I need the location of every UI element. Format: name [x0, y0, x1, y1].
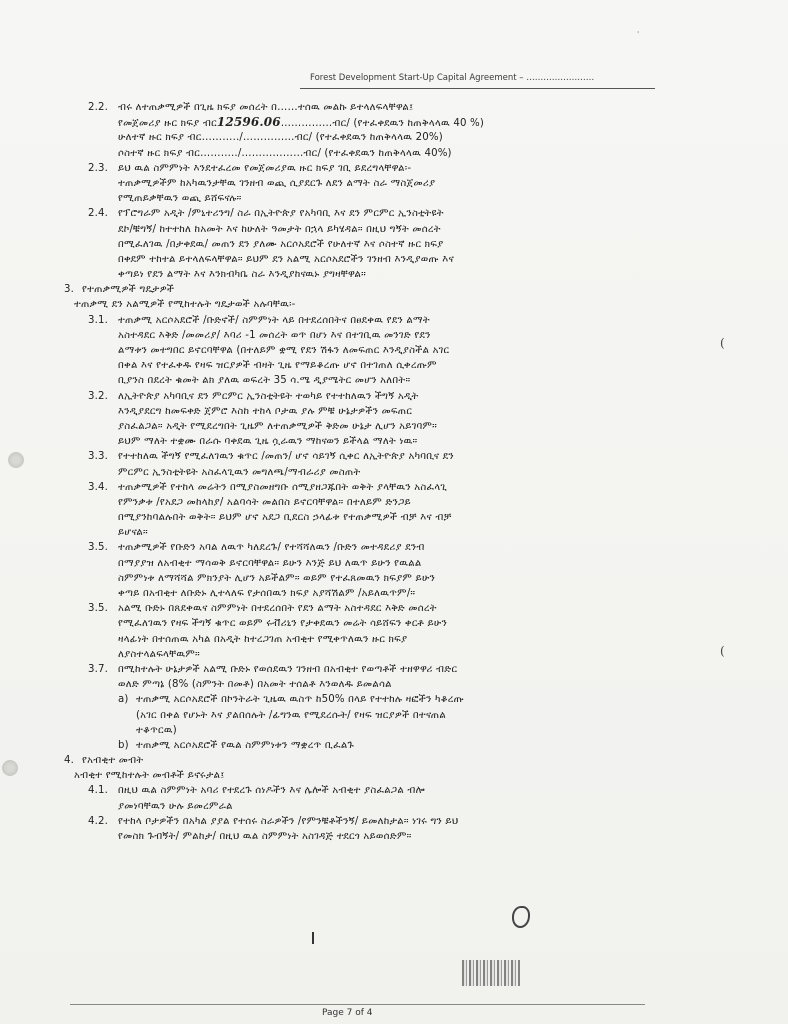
text-line — [64, 252, 664, 267]
text-line — [64, 267, 664, 282]
clause-number: 3.1. — [88, 314, 109, 326]
line-text — [118, 662, 457, 677]
line-text-part: በዚህ ዉል ስምምነት አባሪ የተደረጉ ሰነዶችን እና ሌሎች አብቂተ ያስፈልጋል ብሎ — [118, 785, 425, 797]
clause-number: b) — [118, 739, 129, 751]
text-line — [64, 814, 664, 829]
text-line — [64, 297, 664, 312]
line-text-part: በማያያዝ ለአብቂተ ማሳወቅ ይኖርባቸዋል። ይሁን እንጅ ይህ ለዉጥ ይሁን የዉልል — [118, 557, 422, 569]
clause-number: 3.7. — [88, 663, 109, 675]
text-line — [64, 692, 664, 707]
page-number: Page 7 of 4 — [322, 1008, 373, 1018]
document-body — [64, 100, 664, 844]
line-text-part: አብቂተ የሚከተሉት መብቶች ይኖሩታል፤ — [74, 770, 225, 782]
line-text-part: ይህም ማለት ተቋሙ በራሱ ባቀደዉ ጊዜ ሷራዉን ማከናወን ይችላል ማለት ነዉ። — [118, 436, 418, 448]
line-text — [118, 267, 366, 282]
line-text-part: ስምምነቱ ለማሻሻል ምክንያት ሊሆን አይችልም። ወይም የተፈጸመዉን ክፍያም ይሁን — [118, 572, 436, 584]
line-text — [118, 313, 430, 328]
line-text-part: የሚፈለገዉን የዛፍ ችግኝ ቁጥር ወይም ሩቭሪኒን የታቀደዉን መሬት ሳይሸፍን ቀርቶ ይሁን — [118, 618, 448, 630]
line-text-part: በቀል እና የተፈቀዱ የዛፍ ዝርያዎች ብዛት ጊዜ የማይቆረጡ ሆኖ በተገጠለ ሲቀረጡም — [118, 360, 437, 372]
text-line — [64, 115, 664, 130]
clause-number: 2.2. — [88, 102, 109, 113]
line-text-part: ለኢትዮጵያ አካባቢና ደን ምርምር ኢንስቲትዩት ተወካይ የተተከለዉን ችግኝ አዲት — [118, 390, 419, 402]
line-text-part: ይህ ዉል ስምምነት እንደተፈረመ የመጀመሪያዉ ዙር ክፍያ ገቢ ይደረግላቸዋል፡- — [118, 162, 412, 174]
text-line — [64, 373, 664, 388]
header-rule — [300, 88, 655, 89]
line-text-part: ቀጣይነ የደን ልማት እና እንክብካቤ ስራ እንዲያከናዉኑ ያግዛቸዋል። — [118, 269, 367, 281]
text-line — [64, 130, 664, 145]
clause-number: 4. — [64, 755, 75, 767]
text-line — [64, 601, 664, 616]
line-text — [118, 389, 419, 404]
line-text-part: የተጠቃሚዎች ግዴታዎች — [82, 284, 175, 296]
pen-mark — [312, 932, 314, 944]
margin-mark: ( — [720, 644, 725, 658]
line-text — [118, 176, 435, 191]
line-text-part: ተጠቃሚ አርሶአደሮች በኮንትራት ጊዜዉ ዉስጥ ከ50% በላይ የተተከሉ ዛፎችን ካቆረጡ — [136, 694, 465, 706]
line-text-part: የፕሮግራም አዲት /ምኒተሪንግ/ ስራ በኢትዮጵያ የአካባቢ እና ደን ምርምር ኢንስቲትዩት — [118, 208, 444, 220]
line-text — [118, 237, 443, 252]
line-text — [82, 753, 143, 768]
text-line — [64, 282, 664, 297]
line-text-part: ……………ብር/ (የተፈቀደዉን ከጠቅላላዉ 40 %) — [280, 118, 485, 130]
line-text-part: አስተዳደር እቅድ /መመሪያ/ እባሪ -1 መሰረት ወጥ በሆነ እና በተገቢዉ መንገድ የደን — [118, 329, 431, 341]
line-text — [118, 814, 458, 829]
line-text-part: የሚጠይቃቸዉን ወጪ ይሸፍናሉ። — [118, 193, 242, 205]
text-line — [64, 586, 664, 601]
clause-number: 4.1. — [88, 785, 109, 797]
line-text-part: ምርምር ኢንስቲትዩት አስፈላጊዉን መግለጫ/ማብራሪያ መስጠት — [118, 466, 361, 478]
text-line — [64, 480, 664, 495]
line-text — [118, 571, 435, 586]
line-text — [118, 799, 233, 814]
clause-number: 3.3. — [88, 451, 109, 463]
line-text — [118, 495, 411, 510]
clause-number: 3.5. — [88, 603, 109, 615]
barcode-stamp-icon — [462, 960, 520, 986]
line-text — [136, 723, 177, 738]
line-text-part: በሚፈለገዉ /በታቀደዉ/ መጠን ደን ያለሙ አርሶአደሮች የሁለተኛ እና ሶስተኛ ዙር ክፍያ — [118, 238, 444, 250]
line-text-part: የተከላ ቦታዎችን በአካል ያያል የተሰሩ ስራዎችን /የምንቹቶችንኝ/ ይመለከታል። ነገሩ ግን ይህ — [118, 815, 459, 827]
text-line — [64, 525, 664, 540]
line-text-part: ልማቱን መተግበር ይኖርባቸዋል (በተለይም ቋሚ የደን ሽፋን ለመፍጠር እንዲያስችል አገር — [118, 345, 450, 356]
line-text — [118, 480, 447, 495]
text-line — [64, 313, 664, 328]
line-text — [74, 768, 225, 783]
line-text — [136, 692, 464, 707]
punch-hole-icon — [8, 452, 24, 468]
line-text-part: ተጠቃሚ ደን አልሚዎች የሚከተሉት ግዴታወች አሉባቸዉ፡- — [74, 299, 296, 311]
line-text — [118, 525, 148, 540]
text-line — [64, 510, 664, 525]
text-line — [64, 540, 664, 555]
line-text — [118, 130, 443, 145]
line-text-part: ይሆናል። — [118, 527, 148, 539]
line-text — [118, 358, 437, 373]
line-text — [82, 282, 174, 297]
text-line — [64, 449, 664, 464]
corner-mark: ' — [637, 30, 640, 39]
line-text — [74, 297, 296, 312]
line-text — [118, 449, 454, 464]
line-text-part: ቢያንስ በደረት ቁመት ልክ ያለዉ ወፍረት 35 ሳ.ሜ ዲያሜትር መሆን አለበት። — [118, 375, 411, 387]
line-text — [118, 404, 412, 419]
line-text — [118, 419, 437, 434]
punch-hole-icon — [2, 760, 18, 776]
line-text-part: አልሚ ቡድኑ በጸደቀዉና ስምምነት በተደረሰበት የደን ልማት አስተዳደር እቅድ መሰረት — [118, 603, 437, 615]
line-text — [118, 601, 437, 616]
line-text — [118, 510, 452, 525]
line-text — [118, 586, 415, 601]
text-line — [64, 723, 664, 738]
ink-blot-icon — [512, 906, 530, 928]
text-line — [64, 768, 664, 783]
line-text-part: ያመነባቸዉን ሁሉ ይመረምራል — [118, 800, 233, 812]
line-text-part: የመጀመሪያ ዙር ክፍያ ብር — [118, 118, 217, 130]
text-line — [64, 783, 664, 798]
line-text — [118, 115, 484, 130]
line-text-part: ሶስተኛ ዙር ክፍያ ብር………../………………ብር/ (የተፈቀደዉን ከጠቅላላዉ 40%) — [118, 147, 452, 159]
text-line — [64, 677, 664, 692]
line-text — [118, 343, 449, 358]
line-text — [118, 373, 410, 388]
footer-rule — [70, 1004, 645, 1005]
text-line — [64, 389, 664, 404]
line-text-part: ተቆጥርዉ) — [136, 724, 177, 736]
line-text-part: ተጠቃሚዎች የተከላ መሬትን በሚያስመዘግቡ ሰሚያዘጋጁበት ወቅት ያላቸዉን አስፈላጊ — [118, 481, 448, 493]
text-line — [64, 176, 664, 191]
line-text — [118, 632, 407, 647]
page-header: Forest Development Start-Up Capital Agreement – …………………… — [310, 73, 595, 83]
text-line — [64, 662, 664, 677]
clause-number: 3.2. — [88, 390, 109, 402]
line-text-part: የመስክ ጉብኝት/ ምልከታ/ በዚህ ዉል ስምምነት አስገዳጅ ተደርጎ አይወሰድም። — [118, 831, 412, 842]
text-line — [64, 708, 664, 723]
text-line — [64, 647, 664, 662]
line-text — [118, 100, 413, 115]
text-line — [64, 753, 664, 768]
text-line — [64, 419, 664, 434]
line-text — [118, 146, 452, 161]
clause-number: 3.4. — [88, 481, 109, 493]
line-text — [118, 252, 454, 267]
text-line — [64, 146, 664, 161]
line-text-part: ብሩ ለተጠቃሚዎች በጊዜ ክፍያ መሰረት በ……ተሰዉ መልኩ ይተላለፍላቸዋል፤ — [118, 102, 414, 113]
text-line — [64, 829, 664, 844]
text-line — [64, 571, 664, 586]
line-text-part: ወለድ ምጣኔ (8% (ስምንት በመቶ) በአመት ተሰልቶ እንወለዱ ይመልሳል — [118, 679, 392, 691]
text-line — [64, 404, 664, 419]
line-text — [118, 328, 431, 343]
line-text-part: በሚያንከባልሉበት ወቅት። ይህም ሆኖ አደጋ ቢደርስ ኃላፊቱ የተጠቃሚዎች ብቻ እና ብቻ — [118, 512, 452, 524]
text-line — [64, 161, 664, 176]
text-line — [64, 358, 664, 373]
line-text — [118, 191, 242, 206]
line-text-part: ዛላፊነት በተሰጠዉ አካል በአዲት ከተረጋገጠ አብቂተ የሚቀጥለዉን ዙር ክፍያ — [118, 633, 408, 645]
text-line — [64, 206, 664, 221]
text-line — [64, 556, 664, 571]
line-text — [118, 434, 417, 449]
line-text-part: ደኮ/ቹግኝ/ ከተተከለ ከአመት እና ከሁለት ዓመታት በኋላ ይካሄዳል። በዚህ ግኝት መሰረት — [118, 223, 441, 235]
clause-number: a) — [118, 694, 129, 706]
clause-number: 3.5. — [88, 542, 109, 554]
line-text-part: የምንቃቱ /የአደጋ መከላከያ/ አልባሳት መልበስ ይኖርባቸዋል። በተለይም ድንጋይ — [118, 496, 411, 508]
line-text — [118, 206, 444, 221]
text-line — [64, 343, 664, 358]
text-line — [64, 738, 664, 753]
line-text — [118, 465, 361, 480]
line-text-part: እንዲያደርግ ከመፍቀድ ጀምሮ እስከ ተከላ ቦታዉ ያሉ ምቹ ሁኔታዎችን መፍጠር — [118, 405, 413, 417]
line-text-part: በቀደም ተከተል ይተላለፍላቸዋል። ይህም ደን አልሚ አርሶአደሮችን ገንዘብ እንዲያወጡ እና — [118, 253, 455, 265]
text-line — [64, 191, 664, 206]
line-text — [118, 616, 447, 631]
text-line — [64, 799, 664, 814]
line-text-part: ያስፈልጋል። አዲት የሚደረግበት ጊዜም ለተጠቃሚዎች ቅድመ ሁኔታ ሊሆን አይገባም። — [118, 420, 438, 432]
line-text-part: ቀጣይ በአብቂተ ለቡድኑ ሊተላለፍ የታሰበዉን ክፍያ አያሻሽልም /አይለዉጥም/። — [118, 588, 416, 599]
line-text-part: በሚከተሉት ሁኔታዎች አልሚ ቡድኑ የወሰደዉን ገንዘብ በአብቂተ የወጣቶች ተዘዋዋሪ ብድር — [118, 663, 458, 675]
text-line — [64, 465, 664, 480]
clause-number: 3. — [64, 284, 75, 296]
line-text — [118, 161, 411, 176]
clause-number: 4.2. — [88, 815, 109, 827]
text-line — [64, 495, 664, 510]
line-text — [136, 708, 446, 723]
line-text — [118, 556, 422, 571]
line-text-part: ተጠቃሚዎች የቡድን አባል ለዉጥ ካለደረጉ/ የተሻሻለዉን /ቡድን መተዳደሪያ ደንብ — [118, 542, 425, 554]
line-text — [118, 222, 441, 237]
text-line — [64, 100, 664, 115]
line-text-part: ለያስተላልፍላቸዉም። — [118, 648, 200, 660]
line-text — [118, 647, 200, 662]
text-line — [64, 222, 664, 237]
line-text-part: ሁለተኛ ዙር ክፍያ ብር………../……………ብር/ (የተፈቀደዉን ከጠቅላላዉ 20%) — [118, 132, 443, 144]
text-line — [64, 632, 664, 647]
line-text-part: ተጠቃሚዎችም ከአካዉንታቸዉ ገንዘብ ወጪ ሲያደርጉ ለደን ልማት ስራ ማስጀመሪያ — [118, 177, 436, 189]
line-text — [136, 738, 354, 753]
text-line — [64, 434, 664, 449]
line-text-part: ተጠቃሚ አርሶአደሮች የዉል ስምምነቱን ማቋረጥ ቢፈልጉ — [136, 739, 355, 751]
text-line — [64, 328, 664, 343]
margin-mark: ( — [720, 336, 725, 350]
line-text-part: የተተከለዉ ችግኝ የሚፈለገዉን ቁጥር /መጠን/ ሆኖ ሳይገኝ ሲቀር ለኢትዮጵያ አካባቢና ደን — [118, 451, 454, 463]
clause-number: 2.3. — [88, 162, 109, 174]
line-text-part: (አገር በቀል የሆኑት እና ያልበሰሉት /ፊግንዉ የሚደረሱት/ የዛፍ ዝርያዎች በተናጠል — [136, 709, 446, 721]
line-text — [118, 677, 392, 692]
line-text-part: ተጠቃሚ አርሶአደሮች /ቡድኖች/ ስምምነት ላይ በተደረሰበትና በፀደቀዉ የደን ልማት — [118, 314, 430, 326]
line-text — [118, 783, 425, 798]
text-line — [64, 237, 664, 252]
clause-number: 2.4. — [88, 208, 109, 220]
text-line — [64, 616, 664, 631]
line-text — [118, 540, 425, 555]
line-text-part: የአብቂተ መብት — [82, 755, 144, 767]
line-text — [118, 829, 412, 844]
handwritten-amount: 12596.06 — [216, 115, 281, 130]
